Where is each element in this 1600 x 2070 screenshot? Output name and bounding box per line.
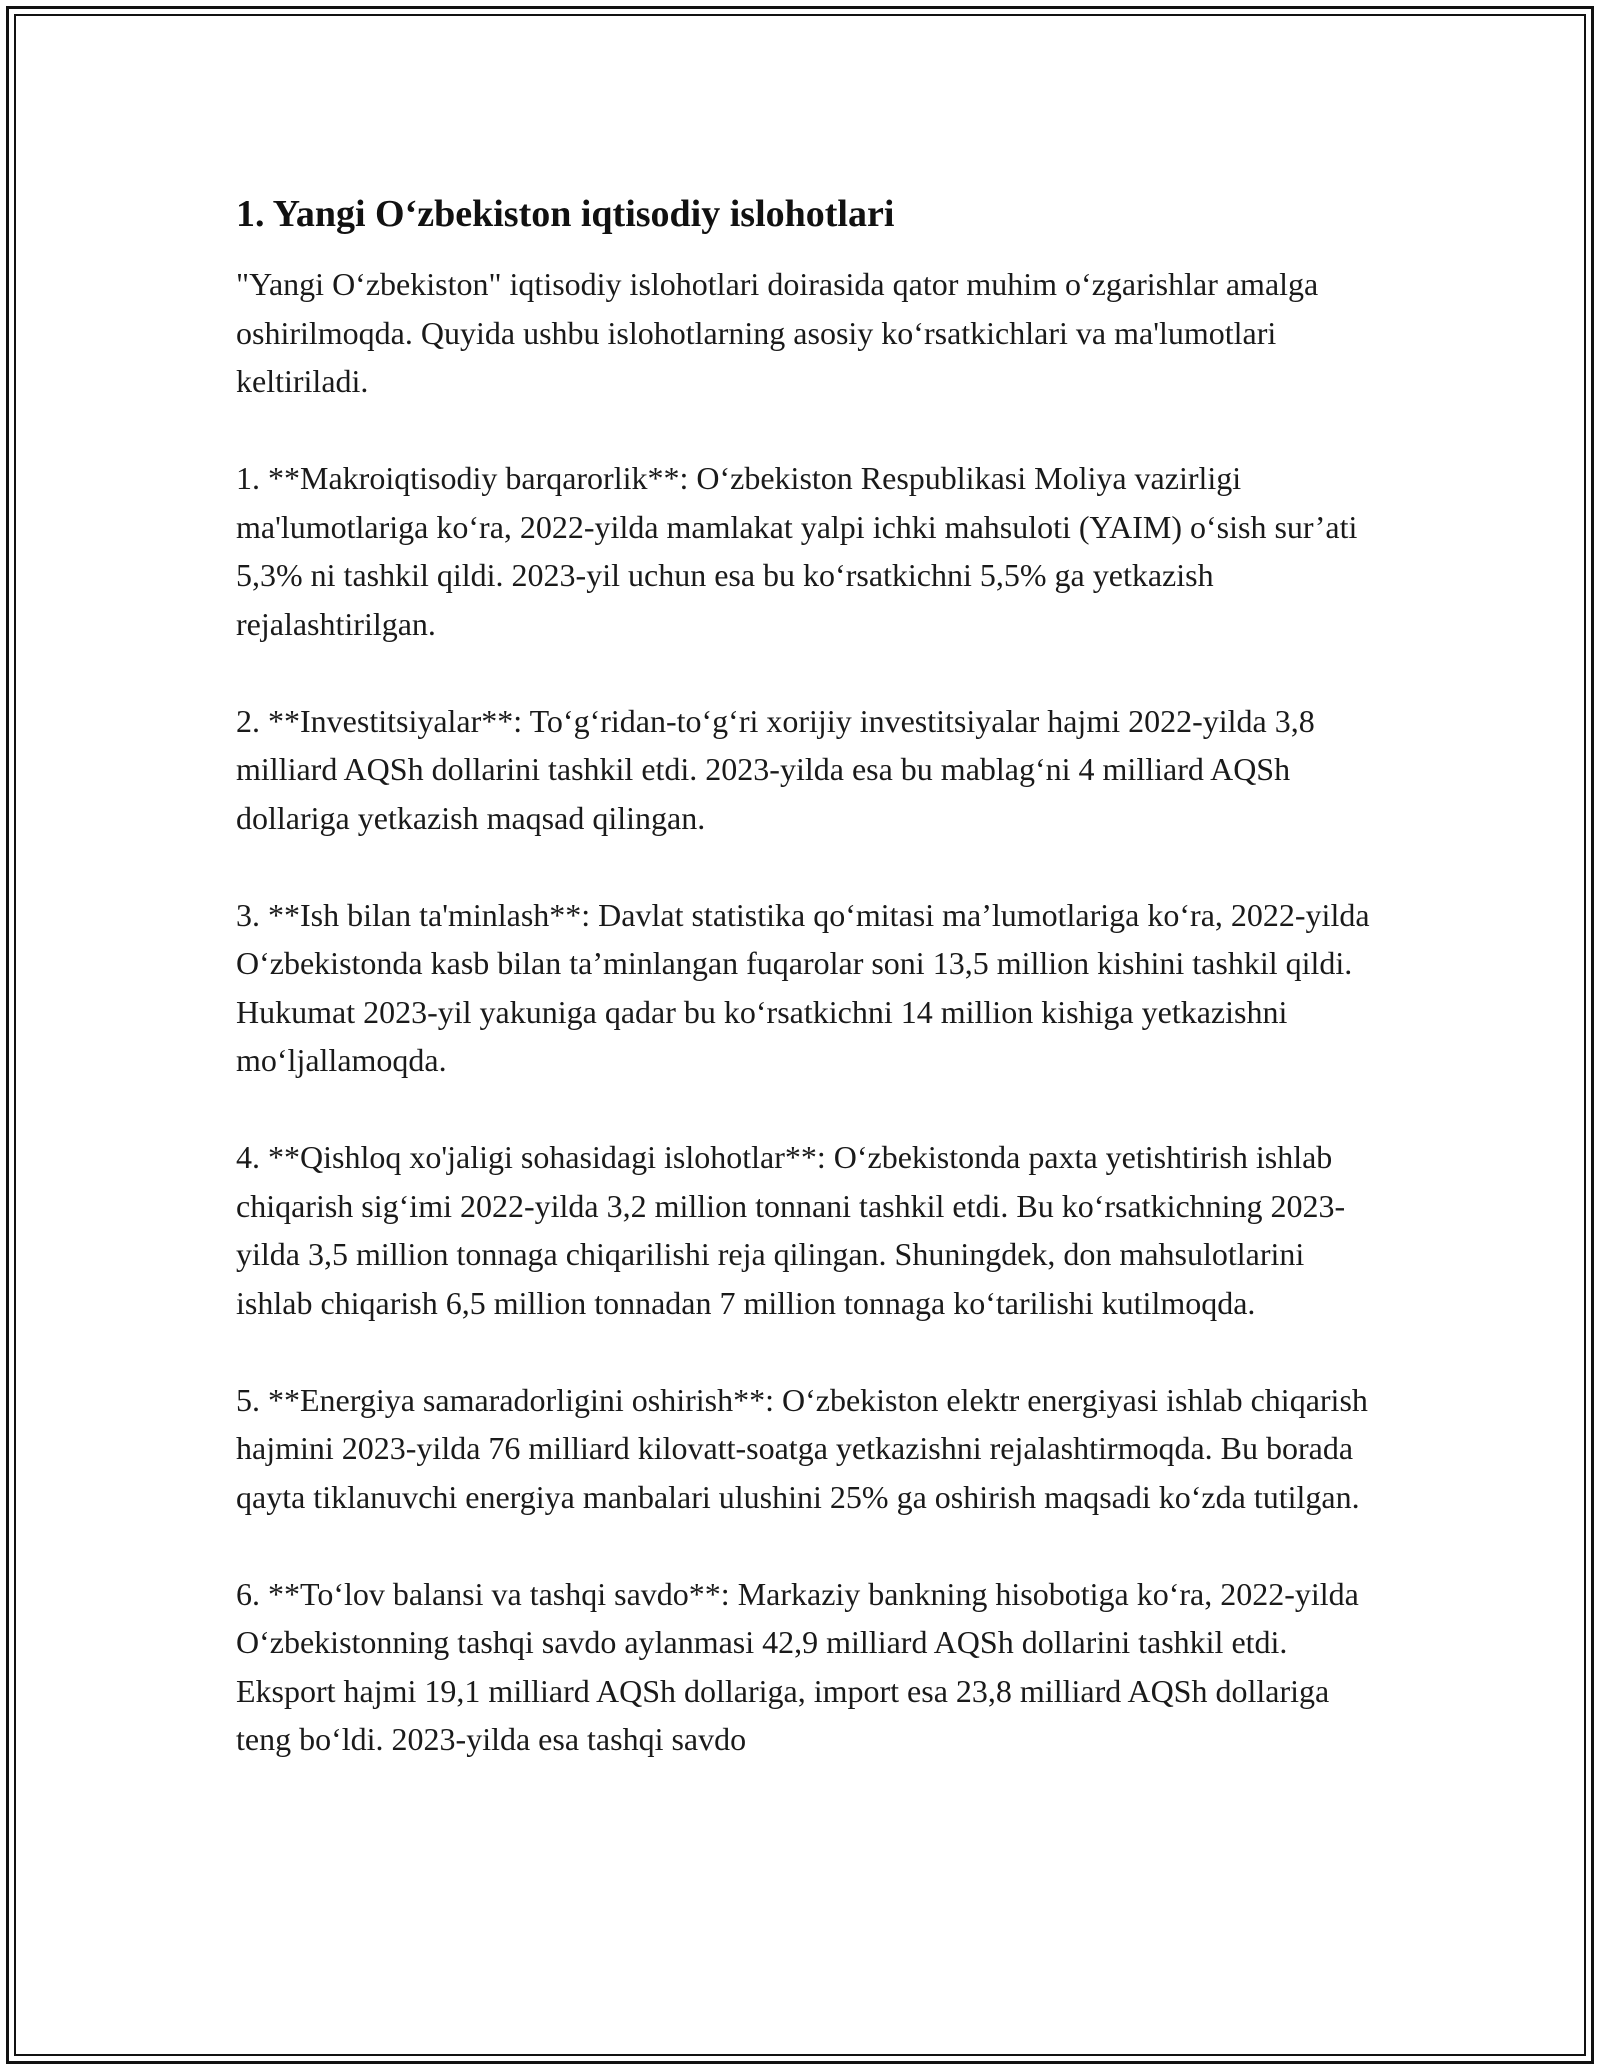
paragraph-spacer <box>236 1085 1376 1134</box>
paragraph-spacer <box>236 1327 1376 1376</box>
paragraph-spacer <box>236 1521 1376 1570</box>
list-item-macroeconomic-stability: 1. **Makroiqtisodiy barqarorlik**: O‘zbekiston Respublikasi Moliya vazirligi ma'lumotlariga ko‘ra, 2022-yilda mamlakat yalpi ichki mahsuloti (YAIM) o‘sish sur’ati 5,3% ni tashkil qildi. 2023-yil uchun esa bu ko‘rsatkichni 5,5% ga yetkazish rejalashtirilgan. <box>236 460 1358 642</box>
list-item-agriculture-reforms: 4. **Qishloq xo'jaligi sohasidagi islohotlar**: O‘zbekistonda paxta yetishtirish ishlab chiqarish sig‘imi 2022-yilda 3,2 million tonnani tashkil etdi. Bu ko‘rsatkichning 2023-yilda 3,5 million tonnaga chiqarilishi reja qilingan. Shuningdek, don mahsulotlarini ishlab chiqarish 6,5 million tonnadan 7 million tonnaga ko‘tarilishi kutilmoqda. <box>236 1139 1346 1321</box>
list-item-employment: 3. **Ish bilan ta'minlash**: Davlat statistika qo‘mitasi ma’lumotlariga ko‘ra, 2022-yilda O‘zbekistonda kasb bilan ta’minlangan fuqarolar soni 13,5 million kishini tashkil qildi. Hukumat 2023-yil yakuniga qadar bu ko‘rsatkichni 14 million kishiga yetkazishni mo‘ljallamoqda. <box>236 896 1370 1078</box>
list-item-balance-of-payments: 6. **To‘lov balansi va tashqi savdo**: Markaziy bankning hisobotiga ko‘ra, 2022-yilda O‘zbekistonning tashqi savdo aylanmasi 42,9 milliard AQSh dollarini tashkil etdi. Eksport hajmi 19,1 milliard AQSh dollariga, import esa 23,8 milliard AQSh dollariga teng bo‘ldi. 2023-yilda esa tashqi savdo <box>236 1575 1359 1757</box>
list-item-investments: 2. **Investitsiyalar**: To‘g‘ridan-to‘g‘ri xorijiy investitsiyalar hajmi 2022-yilda 3,8 milliard AQSh dollarini tashkil etdi. 2023-yilda esa bu mablag‘ni 4 milliard AQSh dollariga yetkazish maqsad qilingan. <box>236 702 1315 836</box>
document-title: 1. Yangi O‘zbekiston iqtisodiy islohotlari <box>236 193 895 235</box>
paragraph-spacer <box>236 648 1376 697</box>
list-item-energy-efficiency: 5. **Energiya samaradorligini oshirish**: O‘zbekiston elektr energiyasi ishlab chiqarish hajmini 2023-yilda 76 milliard kilovatt-soatga yetkazishni rejalashtirmoqda. Bu borada qayta tiklanuvchi energiya manbalari ulushini 25% ga oshirish maqsadi ko‘zda tutilgan. <box>236 1381 1368 1515</box>
paragraph-spacer <box>236 406 1376 455</box>
intro-paragraph: "Yangi O‘zbekiston" iqtisodiy islohotlari doirasida qator muhim o‘zgarishlar amalga oshirilmoqda. Quyida ushbu islohotlarning asosiy ko‘rsatkichlari va ma'lumotlari keltiriladi. <box>236 266 1319 399</box>
paragraph-spacer <box>236 842 1376 891</box>
document-body <box>236 186 1376 1764</box>
